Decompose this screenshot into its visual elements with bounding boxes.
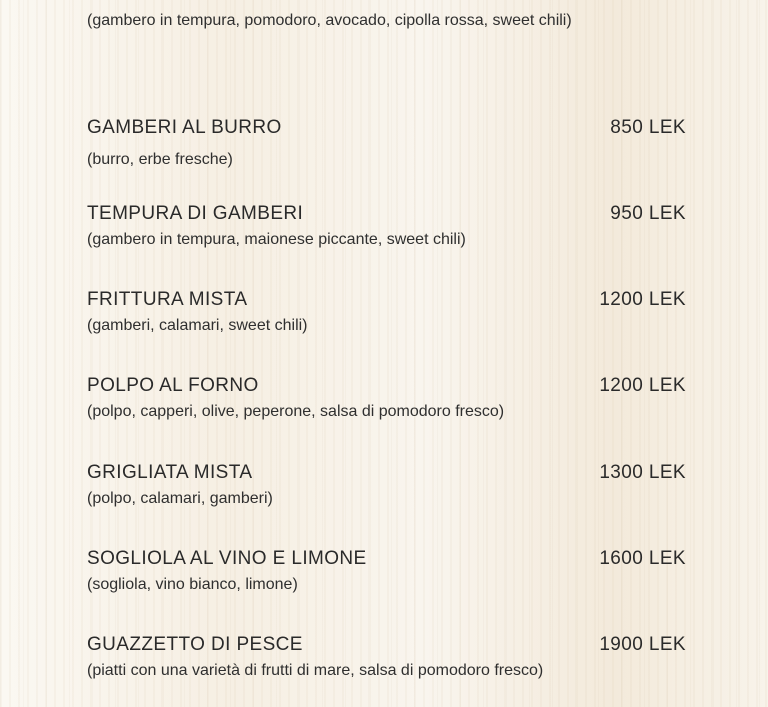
menu-item (0, 116, 768, 176)
menu-item-description: (sogliola, vino bianco, limone) (87, 576, 298, 593)
menu-item-price: 1200 LEK (599, 289, 686, 310)
menu-item-name: GUAZZETTO DI PESCE (87, 634, 303, 655)
menu-item (0, 374, 768, 434)
menu-item-description: (polpo, calamari, gamberi) (87, 490, 273, 507)
menu-item (0, 547, 768, 607)
previous-item-description: (gambero in tempura, pomodoro, avocado, cipolla rossa, sweet chili) (87, 12, 572, 29)
menu-item-price: 850 LEK (610, 117, 686, 138)
menu-item (0, 202, 768, 262)
menu-item-description: (polpo, capperi, olive, peperone, salsa di pomodoro fresco) (87, 403, 505, 420)
menu-item (0, 461, 768, 521)
menu-item-name: GAMBERI AL BURRO (87, 117, 282, 138)
menu-item-price: 1600 LEK (599, 548, 686, 569)
menu-item-price: 950 LEK (610, 203, 686, 224)
menu-item-description: (burro, erbe fresche) (87, 151, 233, 168)
menu-item-price: 1200 LEK (599, 375, 686, 396)
menu-item-description: (piatti con una varietà di frutti di mare, salsa di pomodoro fresco) (87, 662, 544, 679)
menu-item-name: TEMPURA DI GAMBERI (87, 203, 304, 224)
menu-item-description: (gamberi, calamari, sweet chili) (87, 317, 308, 334)
menu-item-name: POLPO AL FORNO (87, 375, 259, 396)
menu-item-name: GRIGLIATA MISTA (87, 462, 253, 483)
menu-item-name: FRITTURA MISTA (87, 289, 248, 310)
menu-item-price: 1300 LEK (599, 462, 686, 483)
menu-item-price: 1900 LEK (599, 634, 686, 655)
menu-item-name: SOGLIOLA AL VINO E LIMONE (87, 548, 367, 569)
menu-item (0, 288, 768, 348)
menu-item (0, 633, 768, 693)
menu-item-description: (gambero in tempura, maionese piccante, sweet chili) (87, 231, 466, 248)
